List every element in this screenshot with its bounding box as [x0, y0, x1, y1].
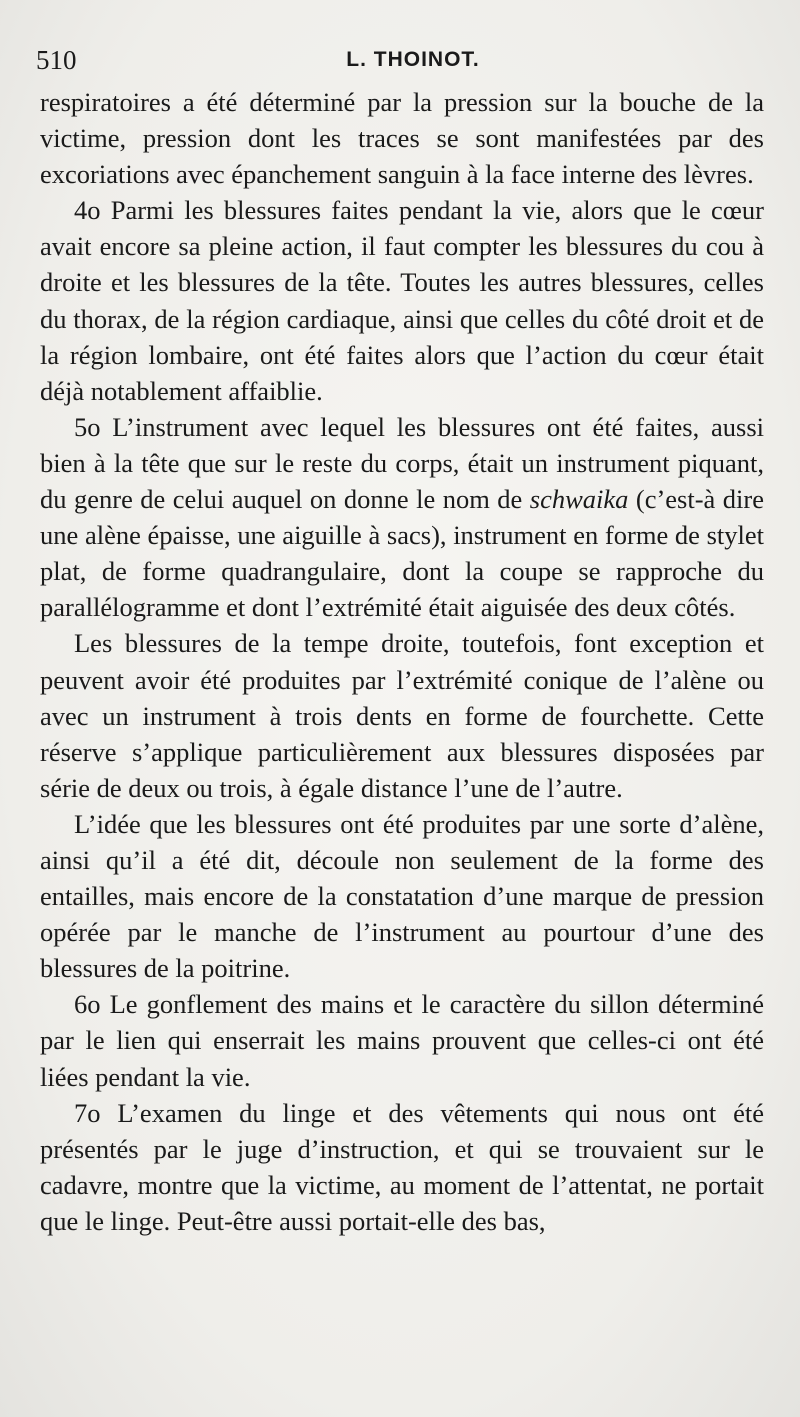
paragraph-point-5 — [40, 409, 764, 626]
paragraph-point-6: 6o Le gonflement des mains et le caractère du sillon déterminé par le lien qui enserrait les mains prouvent que celles-ci ont été liées pendant la vie. — [40, 989, 764, 1092]
body-text — [40, 84, 764, 1239]
paragraph-point-7: 7o L’examen du linge et des vêtements qui nous ont été présentés par le juge d’instruction, et qui se trouvaient sur le cadavre, montre que la victime, au moment de l’attentat, ne portait que le linge. Peut-être aussi portait-elle des bas, — [40, 1097, 764, 1236]
paragraph-continuation: respiratoires a été déterminé par la pression sur la bouche de la victime, pression dont les traces se sont manifestées par des excoriations avec épanchement sanguin à la face interne des lèvres. — [40, 87, 764, 190]
page-header — [36, 42, 760, 78]
running-head: L. THOINOT. — [346, 48, 480, 71]
page-number: 510 — [36, 45, 77, 75]
paragraph-point-5-text-after: (c’est-à dire une alène épaisse, une aiguille à sacs), instrument en forme de stylet plat, de forme quadrangulaire, dont la coupe se rapproche du parallélogramme et dont l’extrémité était aiguisée des deux côtés. — [40, 484, 764, 623]
term-schwaika: schwaika — [529, 484, 629, 515]
paragraph-point-5-text-before: 5o L’instrument avec lequel les blessures ont été faites, aussi bien à la tête que sur le reste du corps, était un instrument piquant, du genre de celui auquel on donne le nom de — [40, 411, 764, 515]
paragraph-temple-wounds: Les blessures de la tempe droite, toutefois, font exception et peuvent avoir été produites par l’extrémité conique de l’alène ou avec un instrument à trois dents en forme de fourchette. Cette réserve s’applique particulièrement aux blessures disposées par série de deux ou trois, à égale distance l’une de l’autre. — [40, 628, 764, 803]
paragraph-point-4: 4o Parmi les blessures faites pendant la vie, alors que le cœur avait encore sa pleine action, il faut compter les blessures du cou à droite et les blessures de la tête. Toutes les autres blessures, celles du thorax, de la région cardiaque, ainsi que celles du côté droit et de la région lombaire, ont été faites alors que l’action du cœur était déjà notablement affaiblie. — [40, 195, 764, 406]
paragraph-awl-idea: L’idée que les blessures ont été produites par une sorte d’alène, ainsi qu’il a été dit, découle non seulement de la forme des entailles, mais encore de la constatation d’une marque de pression opérée par le manche de l’instrument au pourtour d’une des blessures de la poitrine. — [40, 808, 764, 984]
